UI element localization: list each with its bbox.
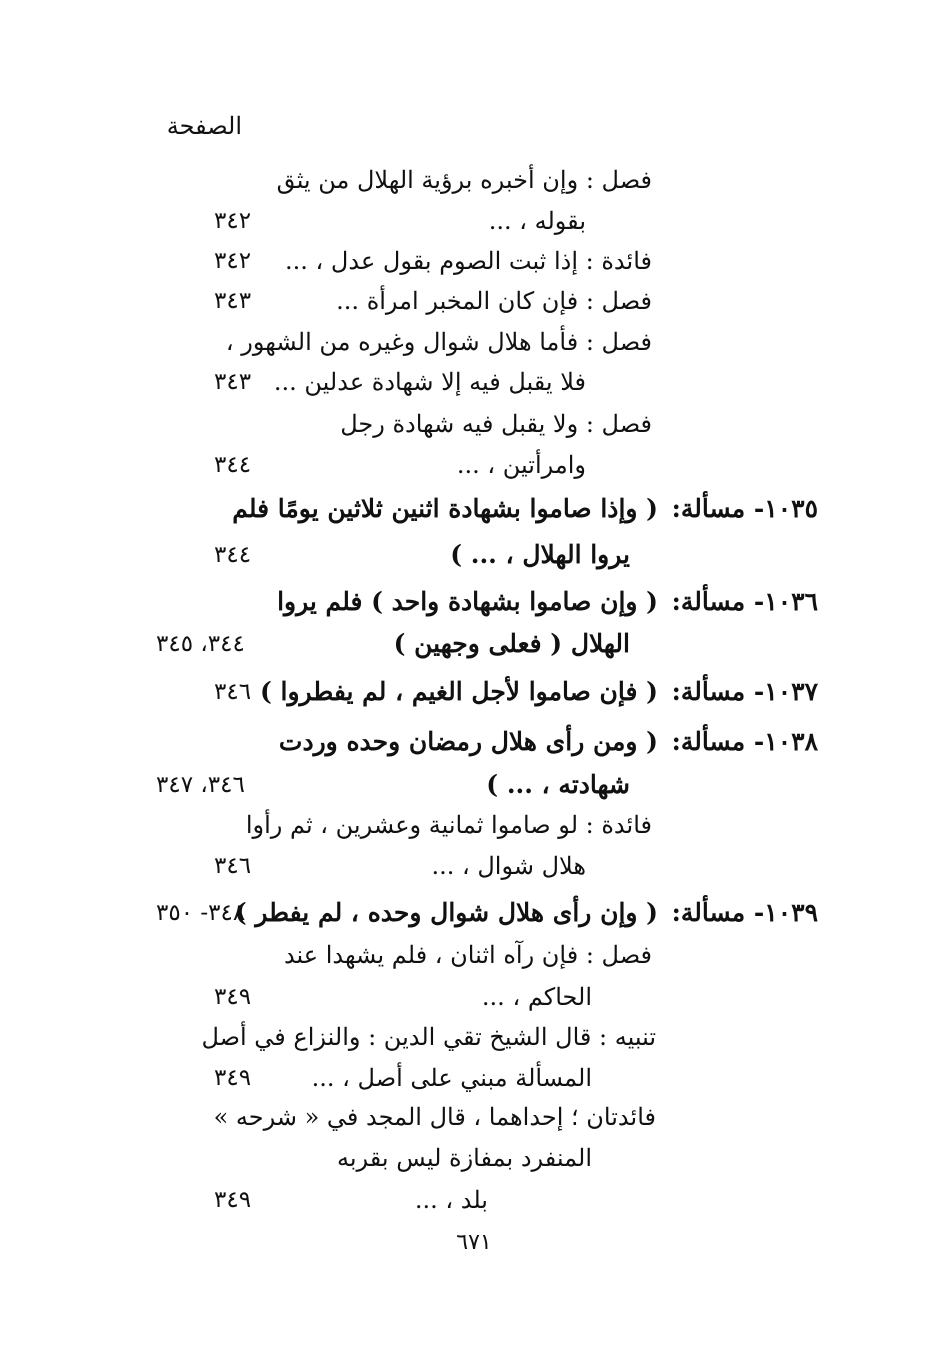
index-line (0, 322, 948, 362)
index-line (0, 535, 948, 575)
issue-number-label: ١٠٣٧- مسألة: (671, 677, 818, 706)
index-line (0, 893, 948, 933)
entry-text: هلال شوال ، ... (431, 852, 586, 880)
entry-text: بقوله ، ... (488, 207, 586, 235)
page-ref: ٣٤٦ (214, 853, 252, 879)
entry-text: فلا يقبل فيه إلا شهادة عدلين ... (273, 368, 586, 396)
index-line (0, 722, 948, 762)
entry-text: ( وإن صاموا بشهادة واحد ) فلم يروا (277, 587, 658, 616)
entry-text: بلد ، ... (414, 1186, 488, 1214)
index-line (0, 1180, 948, 1220)
index-line (0, 1058, 948, 1098)
index-line (0, 201, 948, 241)
index-line (0, 935, 948, 975)
entry-text: فصل : فإن كان المخبر امرأة ... (336, 287, 652, 315)
entry-text: فصل : فأما هلال شوال وغيره من الشهور ، (225, 328, 652, 356)
entry-text: يروا الهلال ، ... ) (450, 540, 630, 569)
page-ref: ٣٤٨- ٣٥٠ (156, 900, 246, 926)
index-line (0, 1097, 948, 1137)
column-header-page: الصفحة (166, 112, 242, 140)
entry-text: تنبيه : قال الشيخ تقي الدين : والنزاع في أصل (201, 1023, 656, 1051)
entry-text: فصل : فإن رآه اثنان ، فلم يشهدا عند (283, 941, 652, 969)
entry-text: ( ومن رأى هلال رمضان وحده وردت (278, 727, 658, 756)
entry-text: ( وإن رأى هلال شوال وحده ، لم يفطر ) (234, 898, 658, 927)
page-ref: ٣٤٦، ٣٤٧ (156, 772, 245, 798)
issue-number-label: ١٠٣٩- مسألة: (671, 898, 818, 927)
index-line (0, 582, 948, 622)
entry-text: المنفرد بمفازة ليس بقربه (337, 1144, 592, 1172)
page-ref: ٣٤٤ (214, 542, 252, 568)
index-line (0, 1017, 948, 1057)
page-ref: ٣٤٢ (214, 248, 252, 274)
index-line (0, 160, 948, 200)
entry-text: الحاكم ، ... (481, 983, 592, 1011)
page-number: ٦٧١ (456, 1230, 492, 1255)
index-line (0, 672, 948, 712)
index-line (0, 404, 948, 444)
index-line (0, 977, 948, 1017)
page-ref: ٣٤٩ (214, 1187, 252, 1213)
entry-text: شهادته ، ... ) (486, 770, 630, 799)
index-line (0, 846, 948, 886)
index-line (0, 281, 948, 321)
entry-text: فائدة : لو صاموا ثمانية وعشرين ، ثم رأوا (245, 811, 652, 839)
index-line (0, 362, 948, 402)
index-line (0, 765, 948, 805)
entry-text: وامرأتين ، ... (456, 451, 586, 479)
page-ref: ٣٤٦ (214, 679, 252, 705)
entry-text: فصل : ولا يقبل فيه شهادة رجل (340, 410, 652, 438)
entry-text: فصل : وإن أخبره برؤية الهلال من يثق (276, 166, 652, 194)
entry-text: الهلال ( فعلى وجهين ) (393, 629, 630, 658)
page-ref: ٣٤٩ (214, 1065, 252, 1091)
entry-text: المسألة مبني على أصل ، ... (311, 1064, 592, 1092)
entry-text: فائدة : إذا ثبت الصوم بقول عدل ، ... (285, 247, 652, 275)
issue-number-label: ١٠٣٦- مسألة: (671, 587, 818, 616)
entry-text: فائدتان ؛ إحداهما ، قال المجد في « شرحه » (213, 1103, 656, 1131)
index-line (0, 445, 948, 485)
issue-number-label: ١٠٣٥- مسألة: (671, 494, 818, 523)
index-line (0, 1138, 948, 1178)
entry-text: ( فإن صاموا لأجل الغيم ، لم يفطروا ) (259, 677, 658, 706)
index-line (0, 489, 948, 529)
index-line (0, 241, 948, 281)
index-line (0, 624, 948, 664)
page-ref: ٣٤٤ (214, 452, 252, 478)
page-ref: ٣٤٢ (214, 208, 252, 234)
page-ref: ٣٤٣ (214, 288, 252, 314)
issue-number-label: ١٠٣٨- مسألة: (671, 727, 818, 756)
index-line (0, 805, 948, 845)
page-ref: ٣٤٤، ٣٤٥ (156, 631, 245, 657)
page-ref: ٣٤٩ (214, 984, 252, 1010)
page-ref: ٣٤٣ (214, 369, 252, 395)
entry-text: ( وإذا صاموا بشهادة اثنين ثلاثين يومًا فلم (232, 494, 658, 523)
